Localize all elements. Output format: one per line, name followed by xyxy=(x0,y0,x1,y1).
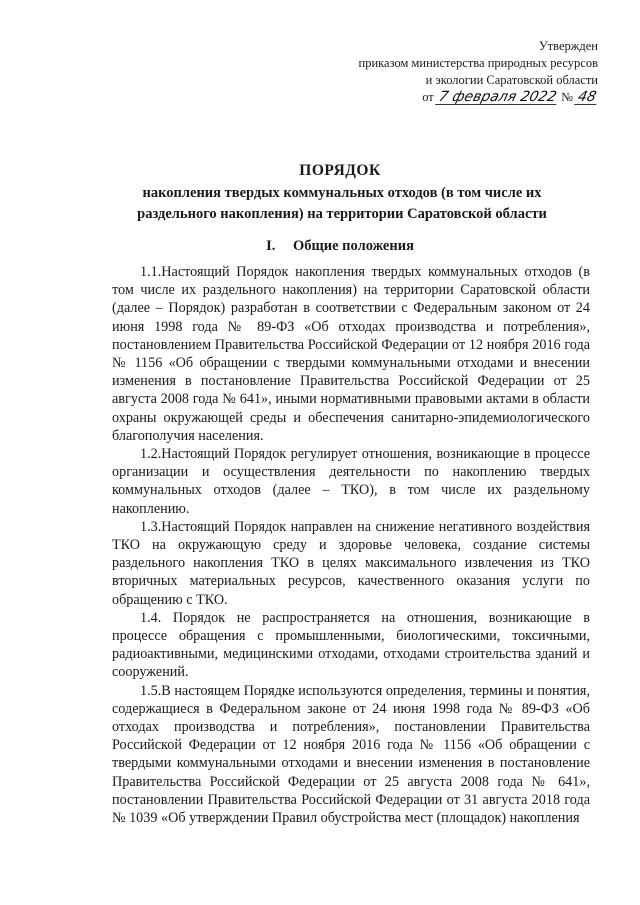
section-heading xyxy=(60,238,620,255)
document-subtitle: накопления твердых коммунальных отходов (в том числе их раздельного накопления) на территории Саратовской области xyxy=(137,185,547,222)
paragraph-1-2: 1.2.Настоящий Порядок регулирует отношения, возникающие в процессе организации и осуществления деятельности по накоплению твердых коммунальных отходов (далее – ТКО), в том числе их раздельному накоплению. xyxy=(112,446,590,517)
section-title: Общие положения xyxy=(292,238,414,254)
approval-date-line xyxy=(338,89,598,106)
section-number: I. xyxy=(266,238,276,254)
paragraph-1-5: 1.5.В настоящем Порядке используются определения, термины и понятия, содержащиеся в Федеральном законе от 24 июня 1998 года № 89-ФЗ «Об отходах производства и потребления», постановлении Правительства Российской Федерации от 12 ноября 2016 года № 1156 «Об обращении с твердыми коммунальными отходами и внесении изменения в постановление Правительства Российской Федерации от 25 августа 2008 года № 641», постановлении Правительства Российской Федерации от 31 августа 2018 года № 1039 «Об утверждении Правил обустройства мест (площадок) накопления xyxy=(112,682,590,827)
paragraph-1-1: 1.1.Настоящий Порядок накопления твердых коммунальных отходов (в том числе их раздельного накопления) на территории Саратовской области (далее – Порядок) разработан в соответствии с Федеральным законом от 24 июня 1998 года № 89-ФЗ «Об отходах производства и потребления», постановлением Правительства Российской Федерации от 12 ноября 2016 года № 1156 «Об обращении с твердыми коммунальными отходами и внесении изменения в постановление Правительства Российской Федерации от 25 августа 2008 года № 641», иными нормативными правовыми актами в области охраны окружающей среды и обеспечения санитарно-эпидемиологического благополучия населения. xyxy=(112,264,590,444)
document-body xyxy=(112,263,590,827)
date-prefix: от xyxy=(422,90,434,104)
paragraph-1-3: 1.3.Настоящий Порядок направлен на снижение негативного воздействия ТКО на окружающую среду и здоровье человека, создание системы раздельного накопления ТКО в целях максимального извлечения из ТКО вторичных материальных ресурсов, качественного оказания услуги по обращению с ТКО. xyxy=(112,518,590,608)
handwritten-date: 7 февраля 2022 xyxy=(437,89,559,105)
approval-line-2: приказом министерства природных ресурсов xyxy=(358,56,598,70)
handwritten-number: 48 xyxy=(576,89,599,105)
number-prefix: № xyxy=(561,90,574,104)
approval-line-3: и экологии Саратовской области xyxy=(425,73,598,87)
approval-stamp xyxy=(338,38,598,106)
approval-line-1: Утвержден xyxy=(538,39,598,53)
paragraph-1-4: 1.4. Порядок не распространяется на отношения, возникающие в процессе обращения с промышленными, биологическими, токсичными, радиоактивными, медицинскими отходами, отходами строительства зданий и сооружений. xyxy=(112,609,590,681)
document-title: ПОРЯДОК xyxy=(299,162,381,179)
